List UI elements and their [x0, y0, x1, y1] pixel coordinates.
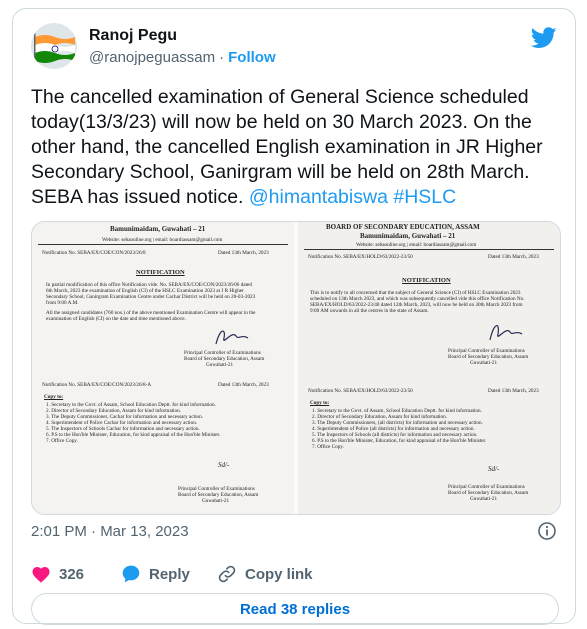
signature	[212, 326, 252, 348]
notification-date: Dated 13th March, 2023	[218, 250, 269, 256]
like-button[interactable]	[31, 563, 84, 585]
avatar[interactable]	[31, 23, 77, 69]
copy-item: 2. Director of Secondary Education, Assam for kind information.	[312, 414, 447, 420]
copy-item: 5. The Inspectors of Schools Cachar for information and necessary action.	[46, 426, 200, 432]
notice-header: Bamunimaidam, Guwahati – 21	[110, 225, 206, 233]
heart-icon	[31, 565, 51, 583]
sd-mark: Sd/-	[488, 465, 500, 473]
author-handle[interactable]: @ranojpeguassam	[89, 49, 216, 66]
reply-button[interactable]	[121, 563, 190, 585]
notice-image-right[interactable]	[298, 222, 560, 514]
copy-item: 7. Office Copy.	[46, 438, 78, 444]
signatory-line: Principal Controller of Examinations	[184, 350, 261, 356]
copy-item: 1. Secretary to the Govt. of Assam, School Education Deptt. for kind information.	[46, 402, 216, 408]
body-line: In partial modification of this office Notification vide. No. SEBA/EX/COE/CON/2023/26/06 dated	[46, 282, 252, 288]
notice-website: Website: sebaonline.org | email: boardiassam@gmail.com	[356, 242, 477, 248]
body-line: from 9:00 A.M.	[46, 300, 79, 306]
signature	[484, 320, 524, 346]
copy-item: 6. P.S to the Hon'ble Minister, Education, for kind appraisal of the Hon'ble Minister.	[312, 438, 487, 444]
notice-image-left[interactable]	[32, 222, 294, 514]
signatory-line: Board of Secondary Education, Assam	[448, 354, 529, 360]
notification-title: NOTIFICATION	[402, 277, 451, 284]
mention-link[interactable]: @himantabiswa	[248, 186, 388, 208]
body-line: This is to notify to all concerned that the subject of General Science (CI) of HSLC Examination 2023	[310, 290, 521, 296]
signatory-line: Principal Controller of Examinations	[178, 486, 255, 492]
author-handle-row	[89, 49, 276, 66]
notice-header: BOARD OF SECONDARY EDUCATION, ASSAM	[326, 223, 480, 231]
separator-dot: ·	[219, 49, 225, 66]
tweet-timestamp[interactable]: 2:01 PM · Mar 13, 2023	[31, 523, 189, 540]
memo-number: Notification No. SEBA/EX/HOLD/63/2022-23/50	[308, 388, 413, 394]
copy-item: 3. The Deputy Commissioners, (all districts) for information and necessary action.	[312, 420, 483, 426]
read-replies-button[interactable]: Read 38 replies	[31, 593, 559, 625]
tweet-body: The cancelled examination of General Science scheduled today(13/3/23) will now be held on 30 March 2023. On the other hand, the cancelled English examination in JR Higher Secondary School, Ganirgram will be held on 28th March. SEBA has issued notice.	[31, 86, 543, 208]
copy-to-label: Copy to:	[310, 400, 330, 406]
copy-link-button[interactable]	[217, 563, 313, 585]
signatory-line: Board of Secondary Education, Assam	[448, 490, 529, 496]
notification-number: Notification No. SEBA/EX/COE/CON/2023/26/8	[42, 250, 146, 256]
like-count: 326	[59, 565, 85, 583]
india-flag-avatar	[31, 23, 77, 69]
info-icon[interactable]	[537, 521, 557, 541]
signatory-line: Guwahati-21	[470, 496, 498, 502]
body-line: All the assigned candidates (760 nos.) of the above mentioned Examination Centre will appear in the	[46, 310, 256, 316]
body-line: examination of English (CI) on the date and time mentioned above.	[46, 316, 186, 322]
copy-item: 6. P.S to the Hon'ble Minister, Education, for kind appraisal of the Hon'ble Minister.	[46, 432, 221, 438]
copy-item: 4. Superintendent of Police (all districts) for information and necessary action.	[312, 426, 475, 432]
tweet-header	[31, 23, 557, 71]
notice-website: Website: sebaonline.org | email: boardiassam@gmail.com	[102, 237, 223, 243]
tweet-text	[31, 85, 561, 210]
body-line: 6th March, 2023 the examination of English (CI) of the HSLC Examination 2023 at J R Higher	[46, 288, 244, 294]
sd-mark: Sd/-	[218, 461, 230, 469]
copy-item: 1. Secretary to the Govt. of Assam, School Education Deptt. for kind information.	[312, 408, 482, 414]
copy-item: 2. Director of Secondary Education, Assam for kind information.	[46, 408, 181, 414]
body-line: SEBA/EX/HOLD/63/2022-23/48 dated 12th March, 2023, will now be held on 30th March 2023 from	[310, 302, 523, 308]
signatory-line: Board of Secondary Education, Assam	[178, 492, 259, 498]
signatory-line: Principal Controller of Examinations	[448, 484, 525, 490]
tweet-actions	[31, 563, 557, 587]
notification-title: NOTIFICATION	[136, 269, 185, 276]
copy-link-label: Copy link	[245, 565, 313, 583]
divider	[304, 249, 554, 250]
signatory-line: Guwahati-21	[206, 362, 234, 368]
notice-subheader: Bamunimaidam, Guwahati – 21	[360, 232, 456, 240]
signatory-line: Board of Secondary Education, Assam	[184, 356, 265, 362]
copy-item: 3. The Deputy Commissioner, Cachar for information and necessary action.	[46, 414, 204, 420]
memo-number: Notification No. SEBA/EX/COE/CON/2023/26/8-A	[42, 382, 152, 388]
memo-date: Dated 13th March, 2023	[218, 382, 269, 388]
divider	[38, 244, 288, 245]
body-line: Secondary School, Ganirgram Examination Centre under Cachar District will be held on 28-03-2023	[46, 294, 256, 300]
copy-item: 5. The Inspectors of Schools (all districts) for information and necessary action.	[312, 432, 478, 438]
reply-icon	[121, 564, 141, 584]
author-name[interactable]: Ranoj Pegu	[89, 27, 178, 44]
follow-button[interactable]: Follow	[228, 49, 276, 66]
body-line: 9:00 AM onwards in all the centres in the state of Assam.	[310, 308, 429, 314]
hashtag-link[interactable]: #HSLC	[393, 186, 457, 208]
copy-item: 4. Superintendent of Police Cachar for information and necessary action.	[46, 420, 198, 426]
copy-to-label: Copy to:	[44, 394, 64, 400]
tweet-media[interactable]	[31, 221, 561, 515]
body-line: scheduled on 13th March 2023, and which was subsequently cancelled vide this office Notification No.	[310, 296, 525, 302]
signatory-line: Guwahati-21	[470, 360, 498, 366]
signatory-line: Guwahati-21	[202, 498, 230, 504]
twitter-bird-icon[interactable]	[531, 27, 557, 49]
notification-number: Notification No. SEBA/EX/HOLD/63/2022-23/50	[308, 254, 413, 260]
signatory-line: Principal Controller of Examinations	[448, 348, 525, 354]
tweet-card	[12, 8, 576, 624]
reply-label: Reply	[149, 565, 190, 583]
notification-date: Dated 13th March, 2023	[488, 254, 539, 260]
memo-date: Dated 13th March, 2023	[488, 388, 539, 394]
link-icon	[217, 564, 237, 584]
copy-item: 7. Office Copy.	[312, 444, 344, 450]
